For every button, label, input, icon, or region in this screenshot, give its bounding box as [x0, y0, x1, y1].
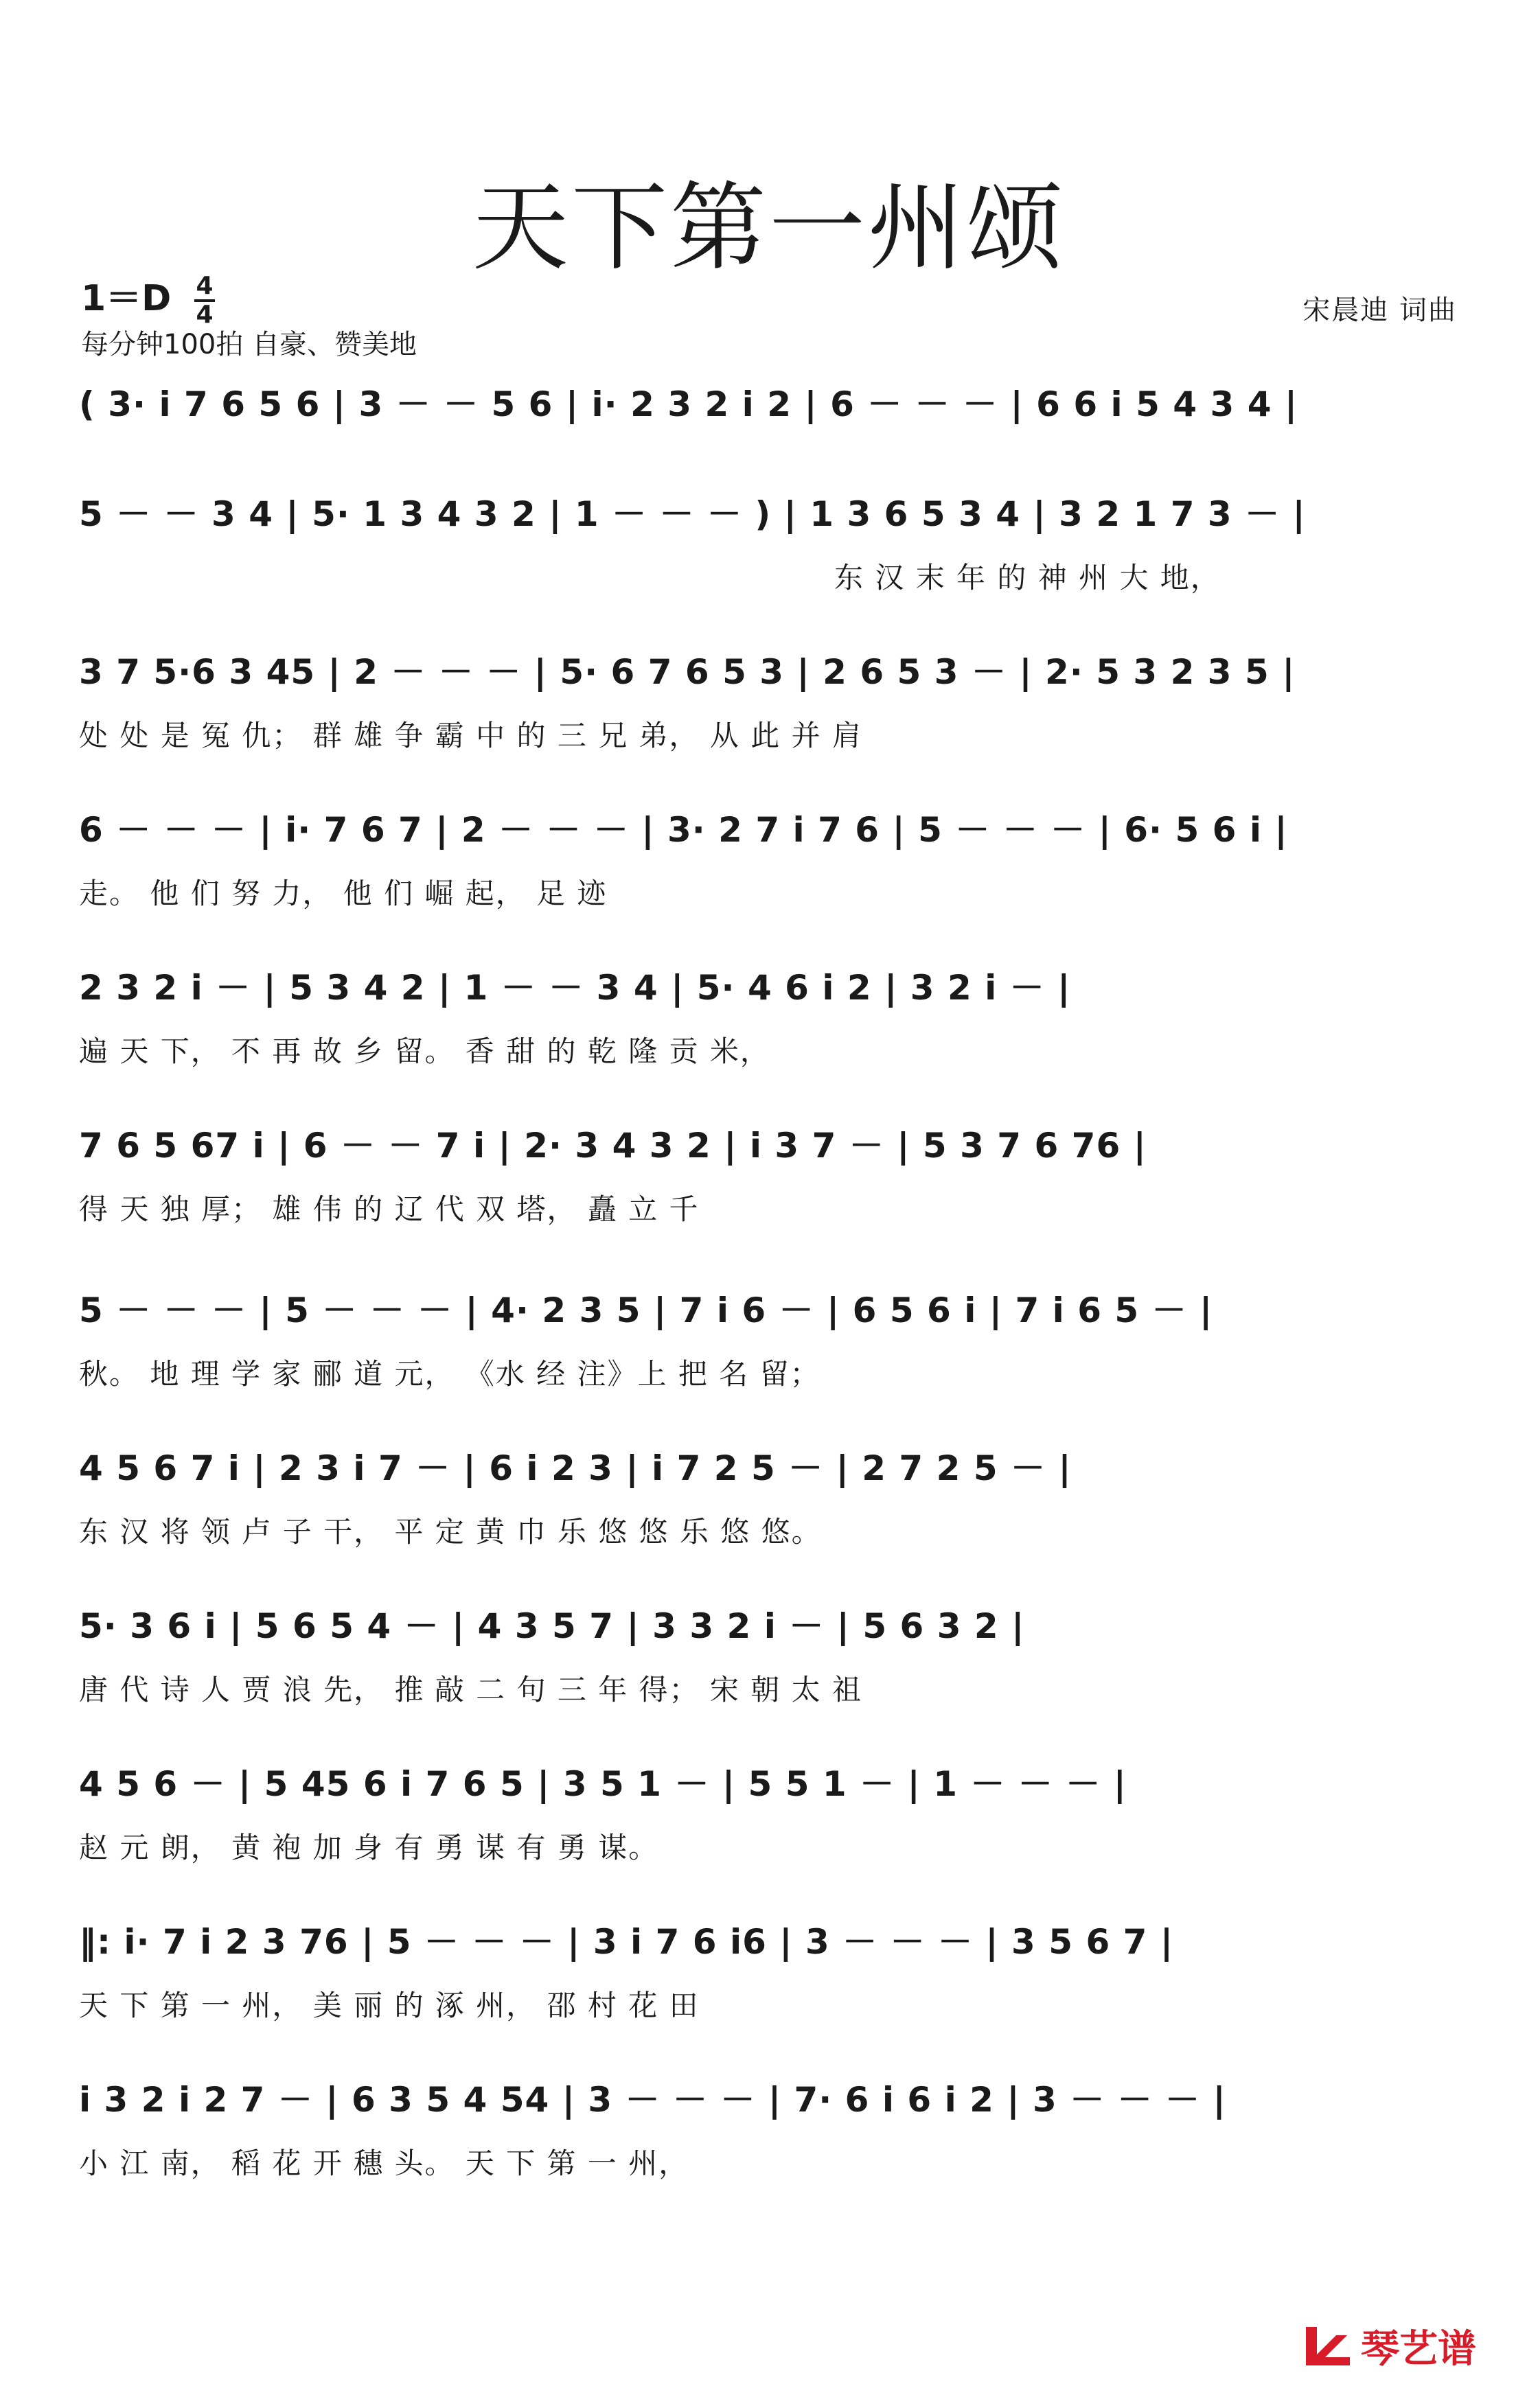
- meter-top: 4: [194, 273, 214, 302]
- lyric-line: 东 汉 将 领 卢 子 干， 平 定 黄 巾 乐 悠 悠 乐 悠 悠。: [79, 1515, 822, 1549]
- key-signature: [81, 269, 215, 328]
- score-row-11: [79, 1908, 1459, 2028]
- tempo-marking: 每分钟100拍 自豪、赞美地: [81, 329, 417, 360]
- lyric-line: 小 江 南， 稻 花 开 穗 头。 天 下 第 一 州，: [79, 2146, 689, 2180]
- lyric-line: 处 处 是 冤 仇； 群 雄 争 霸 中 的 三 兄 弟， 从 此 并 肩: [79, 719, 862, 752]
- note-line: 7 6 5 67 i | 6 － － 7 i | 2· 3 4 3 2 | i 3 7 － | 5 3 7 6 76 |: [79, 1126, 1147, 1166]
- note-line: 5· 3 6 i | 5 6 5 4 － | 4 3 5 7 | 3 3 2 i － | 5 6 3 2 |: [79, 1606, 1025, 1646]
- composer-credit: 宋晨迪 词曲: [1302, 294, 1457, 326]
- score-row-6: [79, 1112, 1459, 1231]
- lyric-line: 唐 代 诗 人 贾 浪 先， 推 敲 二 句 三 年 得； 宋 朝 太 祖: [79, 1673, 862, 1706]
- note-line: ‖: i· 7 i 2 3 76 | 5 － － － | 3 i 7 6 i6 | 3 － － － | 3 5 6 7 |: [79, 1922, 1174, 1962]
- note-line: 5 － － － | 5 － － － | 4· 2 3 5 | 7 i 6 － | 6 5 6 i | 7 i 6 5 － |: [79, 1290, 1213, 1330]
- score-row-9: [79, 1593, 1459, 1712]
- lyric-line: 得 天 独 厚； 雄 伟 的 辽 代 双 塔， 矗 立 千: [79, 1192, 700, 1226]
- note-line: 3 7 5·6 3 45 | 2 － － － | 5· 6 7 6 5 3 | 2 6 5 3 － | 2· 5 3 2 3 5 |: [79, 652, 1296, 692]
- score-row-12: [79, 2066, 1459, 2186]
- score-row-2: [79, 481, 1459, 600]
- lyric-line: 东 汉 末 年 的 神 州 大 地，: [834, 561, 1221, 594]
- key-label: 1＝D: [81, 278, 172, 319]
- lyric-line: 赵 元 朗， 黄 袍 加 身 有 勇 谋 有 勇 谋。: [79, 1831, 659, 1864]
- meter-bottom: 4: [196, 301, 214, 329]
- score-row-3: [79, 638, 1459, 758]
- watermark-logo: [1302, 2319, 1476, 2374]
- score-row-5: [79, 954, 1459, 1074]
- note-line: i 3 2 i 2 7 － | 6 3 5 4 54 | 3 － － － | 7· 6 i 6 i 2 | 3 － － － |: [79, 2080, 1226, 2120]
- note-line: 6 － － － | i· 7 6 7 | 2 － － － | 3· 2 7 i 7 6 | 5 － － － | 6· 5 6 i |: [79, 810, 1288, 850]
- note-line: 4 5 6 7 i | 2 3 i 7 － | 6 i 2 3 | i 7 2 5 － | 2 7 2 5 － |: [79, 1448, 1072, 1488]
- lyric-line: 秋。 地 理 学 家 郦 道 元， 《水 经 注》上 把 名 留；: [79, 1357, 820, 1391]
- score-row-8: [79, 1435, 1459, 1554]
- lyric-line: 遍 天 下， 不 再 故 乡 留。 香 甜 的 乾 隆 贡 米，: [79, 1034, 770, 1068]
- time-signature: [194, 273, 214, 328]
- piano-logo-icon: [1302, 2323, 1354, 2370]
- lyric-line: 走。 他 们 努 力， 他 们 崛 起， 足 迹: [79, 877, 608, 910]
- note-line: 2 3 2 i － | 5 3 4 2 | 1 － － 3 4 | 5· 4 6 i 2 | 3 2 i － |: [79, 968, 1071, 1008]
- watermark-text: 琴艺谱: [1361, 2327, 1476, 2372]
- score-title: 天下第一州颂: [472, 172, 1066, 284]
- score-row-1: [79, 371, 1459, 490]
- score-row-7: [79, 1277, 1459, 1396]
- lyric-line: 天 下 第 一 州， 美 丽 的 涿 州， 邵 村 花 田: [79, 1989, 700, 2022]
- note-line: 4 5 6 － | 5 45 6 i 7 6 5 | 3 5 1 － | 5 5 1 － | 1 － － － |: [79, 1764, 1127, 1804]
- score-row-10: [79, 1750, 1459, 1870]
- note-line: 5 － － 3 4 | 5· 1 3 4 3 2 | 1 － － － ) | 1 3 6 5 3 4 | 3 2 1 7 3 － |: [79, 494, 1306, 534]
- score-row-4: [79, 796, 1459, 916]
- note-line: ( 3· i 7 6 5 6 | 3 － － 5 6 | i· 2 3 2 i 2 | 6 － － － | 6 6 i 5 4 3 4 |: [79, 384, 1298, 424]
